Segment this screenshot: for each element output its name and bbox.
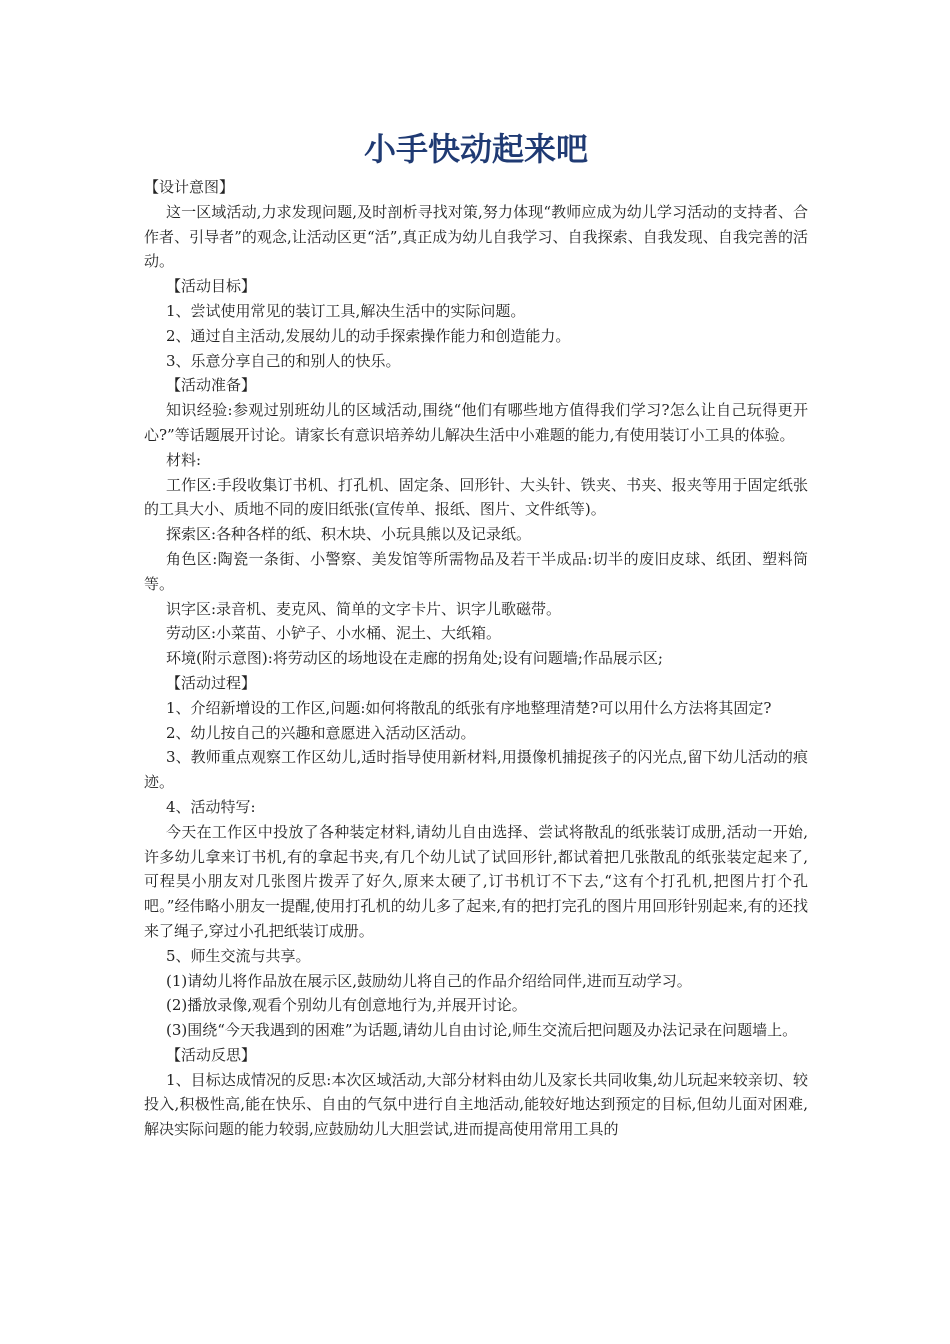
- process-substep-1: (1)请幼儿将作品放在展示区,鼓励幼儿将自己的作品介绍给同伴,进而互动学习。: [166, 971, 692, 990]
- process-substep-3: (3)围绕“今天我遇到的困难”为话题,请幼儿自由讨论,师生交流后把问题及办法记录在问题墙上。: [166, 1021, 798, 1040]
- section-heading-preparation: 【活动准备】: [166, 376, 257, 395]
- design-intent-paragraph: 这一区域活动,力求发现问题,及时剖析寻找对策,努力体现“教师应成为幼儿学习活动的支持者、合作者、引导者”的观念,让活动区更“活”,真正成为幼儿自我学习、自我探索、自我发现、自我完善的活动。: [144, 202, 808, 271]
- process-substep-2: (2)播放录像,观看个别幼儿有创意地行为,并展开讨论。: [166, 996, 527, 1015]
- goal-item-3: 3、乐意分享自己的和别人的快乐。: [166, 351, 401, 370]
- area-explore: 探索区:各种各样的纸、积木块、小玩具熊以及记录纸。: [166, 525, 532, 544]
- section-heading-goals: 【活动目标】: [166, 277, 257, 296]
- goal-item-1: 1、尝试使用常见的装订工具,解决生活中的实际问题。: [166, 301, 526, 320]
- process-step-2: 2、幼儿按自己的兴趣和意愿进入活动区活动。: [166, 723, 476, 742]
- document-body: [144, 175, 808, 1142]
- process-step-5: 5、师生交流与共享。: [166, 946, 311, 965]
- area-work: 工作区:手段收集订书机、打孔机、固定条、回形针、大头针、铁夹、书夹、报夹等用于固定纸张的工具大小、质地不同的废旧纸张(宣传单、报纸、图片、文件纸等)。: [144, 475, 808, 519]
- process-step-4: 4、活动特写:: [166, 797, 256, 816]
- document-title: 小手快动起来吧: [363, 130, 588, 168]
- materials-label: 材料:: [166, 450, 202, 469]
- area-literacy: 识字区:录音机、麦克风、简单的文字卡片、识字儿歌磁带。: [166, 599, 562, 618]
- area-environment: 环境(附示意图):将劳动区的场地设在走廊的拐角处;设有问题墙;作品展示区;: [166, 649, 663, 668]
- area-labor: 劳动区:小菜苗、小铲子、小水桶、泥土、大纸箱。: [166, 624, 502, 643]
- activity-feature-paragraph: 今天在工作区中投放了各种装定材料,请幼儿自由选择、尝试将散乱的纸张装订成册,活动一开始,许多幼儿拿来订书机,有的拿起书夹,有几个幼儿试了试回形针,都试着把几张散乱的纸张装定起来了,可程昊小朋友对几张图片拨弄了好久,原来太硬了,订书机订不下去,“这有个打孔机,把图片打个孔吧。”经伟略小朋友一提醒,使用打孔机的幼儿多了起来,有的把打完孔的图片用回形针别起来,有的还找来了绳子,穿过小孔把纸装订成册。: [144, 822, 808, 940]
- knowledge-paragraph: 知识经验:参观过别班幼儿的区域活动,围绕“他们有哪些地方值得我们学习?怎么让自己玩得更开心?”等话题展开讨论。请家长有意识培养幼儿解决生活中小难题的能力,有使用装订小工具的体验。: [144, 401, 808, 444]
- area-role: 角色区:陶瓷一条街、小警察、美发馆等所需物品及若干半成品:切半的废旧皮球、纸团、塑料筒等。: [144, 549, 808, 593]
- section-heading-design-intent: 【设计意图】: [144, 178, 235, 196]
- section-heading-process: 【活动过程】: [166, 673, 257, 692]
- goal-item-2: 2、通过自主活动,发展幼儿的动手探索操作能力和创造能力。: [166, 326, 571, 345]
- process-step-1: 1、介绍新增设的工作区,问题:如何将散乱的纸张有序地整理清楚?可以用什么方法将其固定?: [166, 698, 772, 717]
- section-heading-reflection: 【活动反思】: [166, 1045, 257, 1064]
- process-step-3: 3、教师重点观察工作区幼儿,适时指导使用新材料,用摄像机捕捉孩子的闪光点,留下幼儿活动的痕迹。: [144, 748, 808, 792]
- reflection-paragraph: 1、目标达成情况的反思:本次区域活动,大部分材料由幼儿及家长共同收集,幼儿玩起来较亲切、较投入,积极性高,能在快乐、自由的气氛中进行自主地活动,能较好地达到预定的目标,但幼儿面对困难,解决实际问题的能力较弱,应鼓励幼儿大胆尝试,进而提高使用常用工具的: [144, 1070, 808, 1139]
